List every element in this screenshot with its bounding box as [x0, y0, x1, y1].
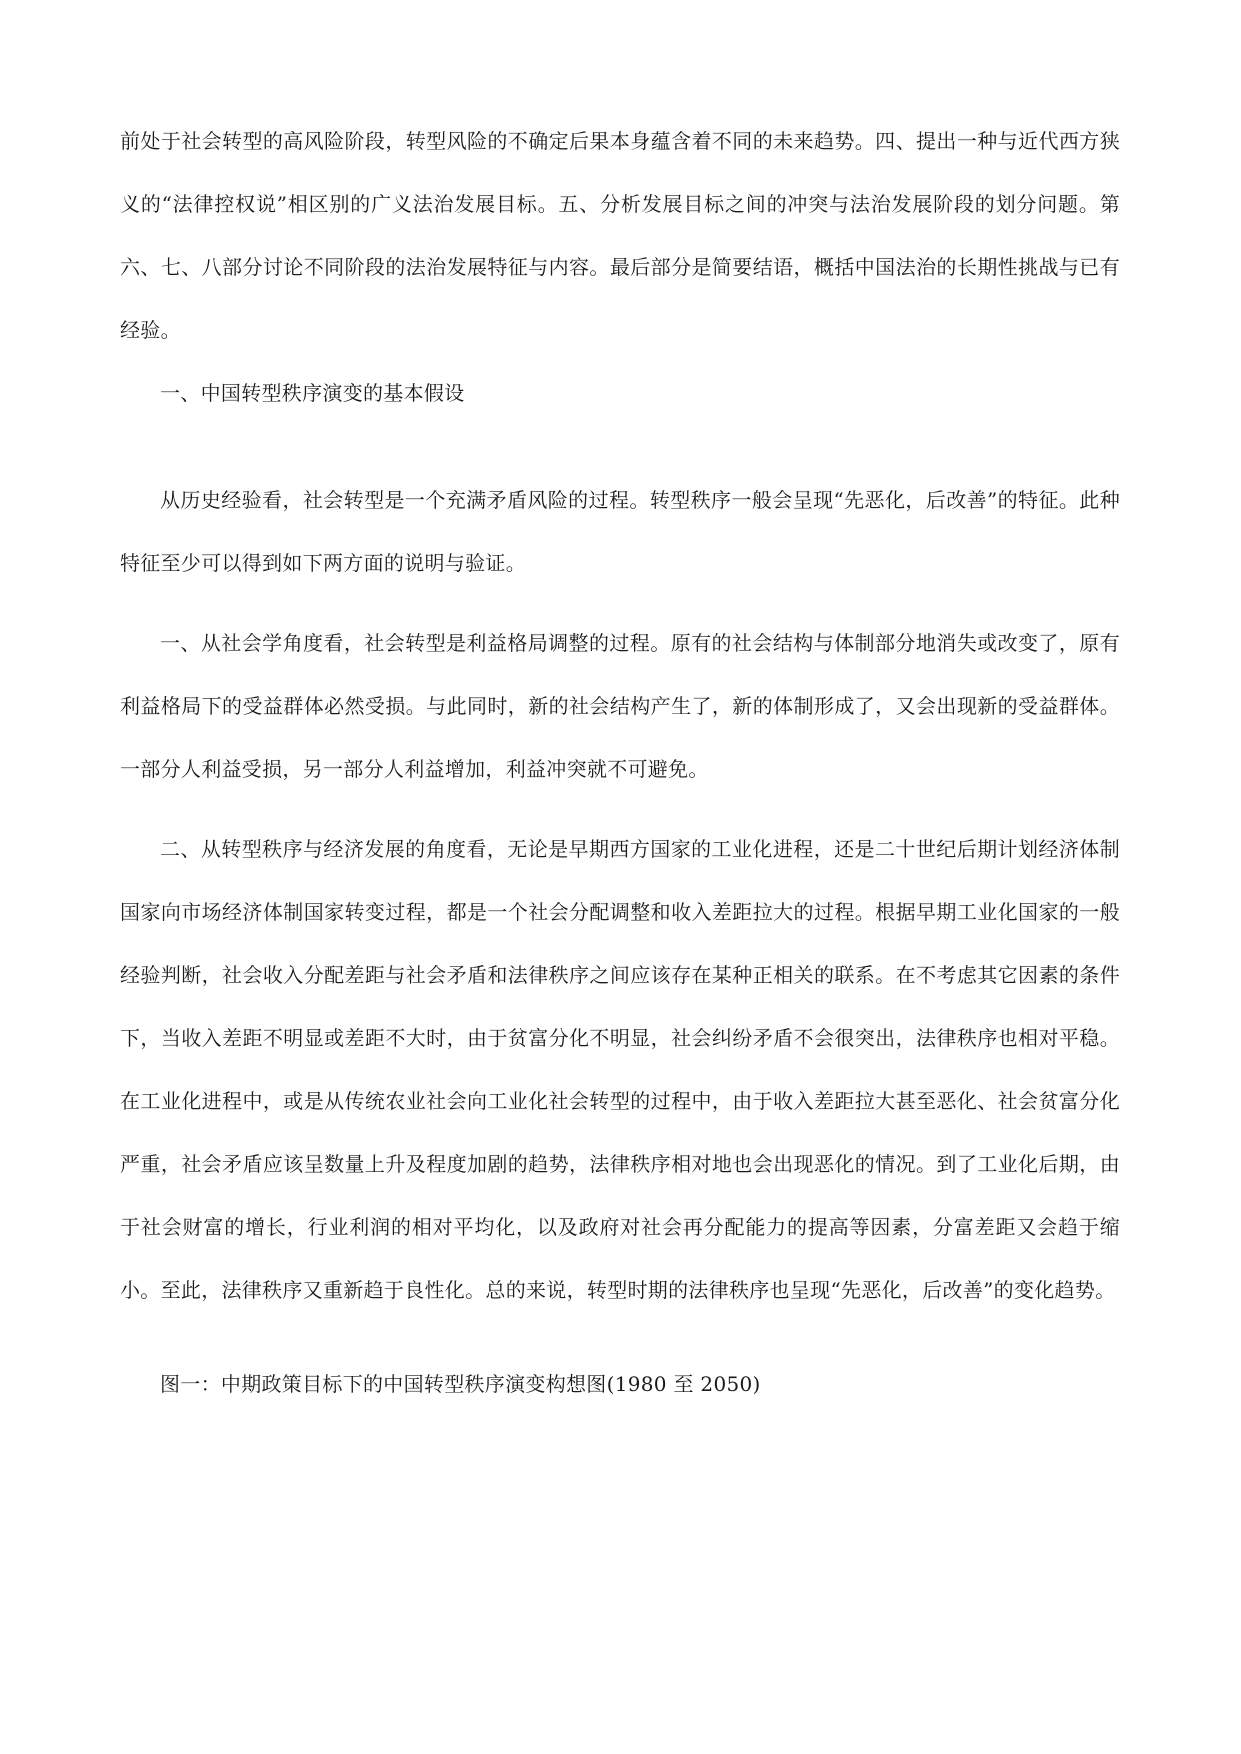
figure-caption: 图一：中期政策目标下的中国转型秩序演变构想图(1980 至 2050) [160, 1372, 761, 1396]
paragraph-point-one: 一、从社会学角度看，社会转型是利益格局调整的过程。原有的社会结构与体制部分地消失或改变了，原有利益格局下的受益群体必然受损。与此同时，新的社会结构产生了，新的体制形成了，又会出现新的受益群体。一部分人利益受损，另一部分人利益增加，利益冲突就不可避免。 [120, 631, 1120, 781]
paragraph-section-intro: 从历史经验看，社会转型是一个充满矛盾风险的过程。转型秩序一般会呈现“先恶化，后改善”的特征。此种特征至少可以得到如下两方面的说明与验证。 [120, 488, 1120, 575]
paragraph-intro-continuation: 前处于社会转型的高风险阶段，转型风险的不确定后果本身蕴含着不同的未来趋势。四、提出一种与近代西方狭义的“法律控权说”相区别的广义法治发展目标。五、分析发展目标之间的冲突与法治发展阶段的划分问题。第六、七、八部分讨论不同阶段的法治发展特征与内容。最后部分是简要结语，概括中国法治的长期性挑战与已有经验。 [120, 129, 1120, 342]
paragraph-point-two: 二、从转型秩序与经济发展的角度看，无论是早期西方国家的工业化进程，还是二十世纪后期计划经济体制国家向市场经济体制国家转变过程，都是一个社会分配调整和收入差距拉大的过程。根据早期工业化国家的一般经验判断，社会收入分配差距与社会矛盾和法律秩序之间应该存在某种正相关的联系。在不考虑其它因素的条件下，当收入差距不明显或差距不大时，由于贫富分化不明显，社会纠纷矛盾不会很突出，法律秩序也相对平稳。在工业化进程中，或是从传统农业社会向工业化社会转型的过程中，由于收入差距拉大甚至恶化、社会贫富分化严重，社会矛盾应该呈数量上升及程度加剧的趋势，法律秩序相对地也会出现恶化的情况。到了工业化后期，由于社会财富的增长，行业利润的相对平均化，以及政府对社会再分配能力的提高等因素，分富差距又会趋于缩小。至此，法律秩序又重新趋于良性化。总的来说，转型时期的法律秩序也呈现“先恶化，后改善”的变化趋势。 [120, 837, 1120, 1302]
section-heading: 一、中国转型秩序演变的基本假设 [160, 381, 465, 405]
